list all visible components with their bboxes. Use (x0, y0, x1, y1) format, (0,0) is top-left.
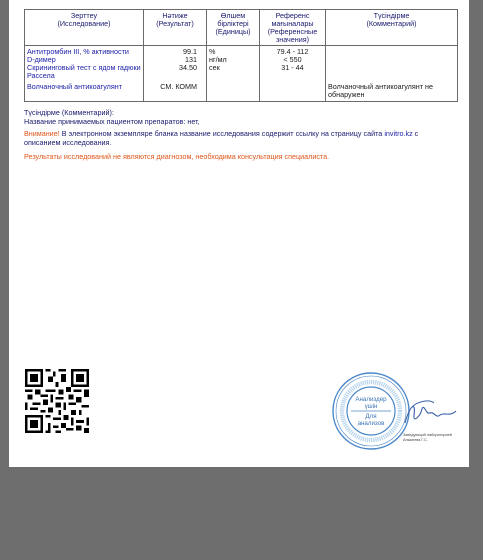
notice-text-before: В электронном экземпляре бланка название исследования содержит ссылку на страницу сайта (59, 129, 385, 138)
header-study: Зерттеу (Исследование) (25, 10, 144, 46)
disclaimer-text: Результаты исследований не являются диагнозом, необходима консультация специалиста. (24, 152, 330, 161)
test-comment (326, 56, 458, 64)
header-units: Өлшем бірліктері (Единицы) (207, 10, 260, 46)
test-unit: % (207, 46, 260, 57)
test-comment (326, 46, 458, 57)
qr-code (25, 369, 89, 433)
test-name[interactable]: D-димер (25, 56, 144, 64)
comment-title: Түсіндірме (Комментарий): (24, 108, 114, 117)
test-result: СМ. КОММ (144, 80, 207, 102)
test-unit: сек (207, 64, 260, 80)
test-name[interactable]: Волчаночный антикоагулянт (25, 80, 144, 102)
test-result: 99.1 (144, 46, 207, 57)
test-result: 34.50 (144, 64, 207, 80)
svg-text:Для: Для (365, 413, 377, 420)
test-comment: Волчаночный антикоагулянт не обнаружен (326, 80, 458, 102)
svg-text:үшін: үшін (364, 403, 378, 410)
header-result: Нәтиже (Результат) (144, 10, 207, 46)
table-row (25, 64, 458, 80)
table-row (25, 46, 458, 57)
report-page (9, 0, 469, 467)
svg-text:Анализдер: Анализдер (355, 396, 387, 403)
table-row (25, 80, 458, 102)
comment-text: Название принимаемых пациентом препаратов: нет, (24, 116, 200, 126)
test-name[interactable]: Антитромбин III, % активности (25, 46, 144, 57)
test-reference: 31 - 44 (260, 64, 326, 80)
laboratory-stamp (331, 371, 411, 451)
test-result: 131 (144, 56, 207, 64)
test-unit (207, 80, 260, 102)
test-reference: < 550 (260, 56, 326, 64)
invitro-link[interactable]: invitro.kz (384, 129, 413, 138)
table-header-row (25, 10, 458, 46)
comment-block (24, 109, 200, 126)
test-reference: 79.4 - 112 (260, 46, 326, 57)
signer-name: Аныкеева Г.С. (403, 437, 428, 442)
test-unit: нг/мл (207, 56, 260, 64)
svg-text:анализов: анализов (357, 420, 385, 427)
header-reference: Референс мағыналары (Референсные значения) (260, 10, 326, 46)
header-comment: Түсіндірме (Комментарий) (326, 10, 458, 46)
notice-label: Внимание! (24, 129, 60, 138)
signature (400, 395, 460, 430)
notice-block (24, 130, 454, 147)
notice-text-after: с описанием исследования. (24, 129, 419, 147)
test-reference (260, 80, 326, 102)
signer-position: Заведующий лабораторией (403, 433, 452, 437)
signer-block (403, 433, 452, 442)
test-comment (326, 64, 458, 80)
test-name[interactable]: Скрининговый тест с ядом гадюки Рассела (25, 64, 144, 80)
results-table (24, 9, 458, 102)
